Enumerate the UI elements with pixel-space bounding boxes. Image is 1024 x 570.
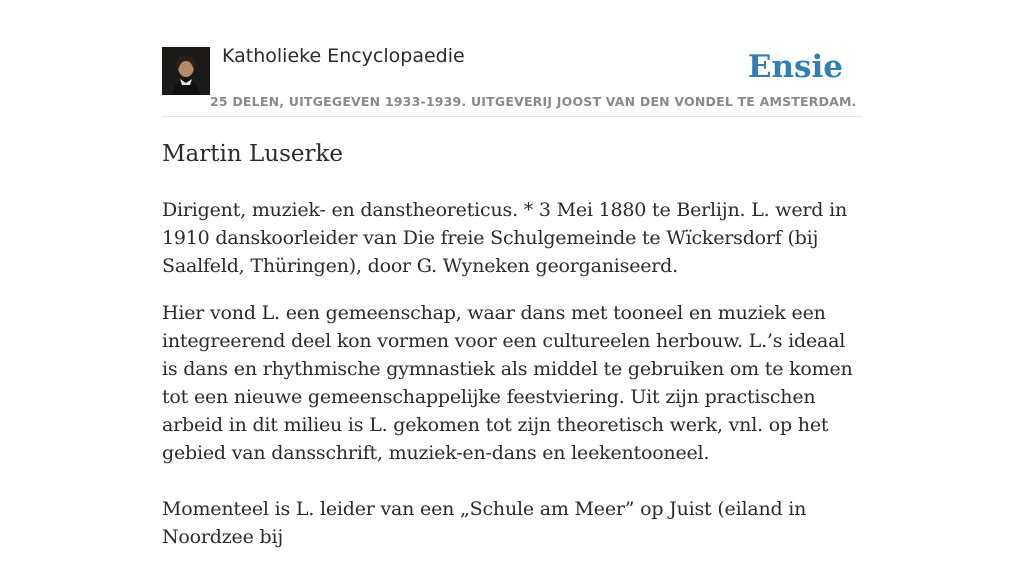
article (162, 134, 862, 570)
portrait-icon (162, 47, 210, 95)
article-paragraph: Momenteel is L. leider van een „Schule am Meer” op Juist (eiland in Noordzee bij (162, 498, 807, 548)
publication-title[interactable]: Katholieke Encyclopaedie (222, 45, 465, 67)
avatar[interactable] (162, 47, 210, 95)
brand-logo-link[interactable]: Ensie (747, 49, 843, 85)
publication-subtitle: 25 DELEN, UITGEGEVEN 1933-1939. UITGEVERIJ JOOST VAN DEN VONDEL TE AMSTERDAM. (210, 94, 857, 109)
publication-header (162, 44, 862, 117)
article-paragraph: Hier vond L. een gemeenschap, waar dans met tooneel en muziek een integreerend deel kon vormen voor een cultureelen herbouw. L.’s ideaal is dans en rhythmische gymnastiek als middel te gebruiken om te komen tot een nieuwe gemeenschappelijke feestviering. Uit zijn practischen arbeid in dit milieu is L. gekomen tot zijn theoretisch werk, vnl. op het gebied van dansschrift, muziek-en-dans en leekentooneel. (162, 302, 853, 464)
article-title: Martin Luserke (162, 141, 344, 167)
article-paragraph: Dirigent, muziek- en danstheoreticus. * 3 Mei 1880 te Berlijn. L. werd in 1910 danskoorleider van Die freie Schulgemeinde te Wïckersdorf (bij Saalfeld, Thüringen), door G. Wyneken georganiseerd. (162, 199, 847, 277)
